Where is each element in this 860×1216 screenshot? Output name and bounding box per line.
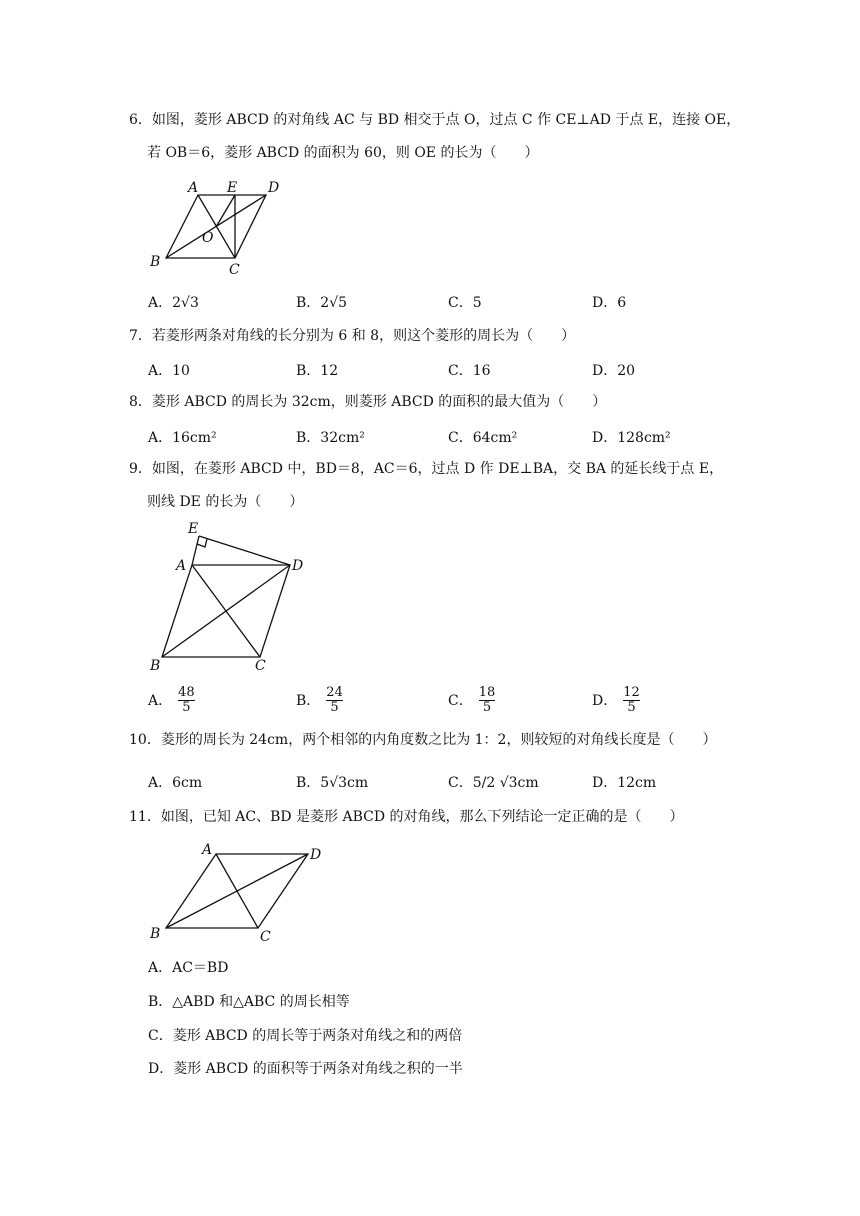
label-B: B bbox=[150, 254, 161, 270]
numerator: 48 bbox=[178, 685, 195, 700]
label-D: D bbox=[310, 847, 322, 863]
label-C: C bbox=[255, 658, 266, 674]
option-c[interactable]: C．16 bbox=[448, 363, 491, 379]
option-d[interactable]: D．20 bbox=[592, 363, 636, 379]
fraction bbox=[623, 686, 640, 715]
figure-q9 bbox=[140, 520, 320, 680]
label-O: O bbox=[202, 230, 214, 246]
label-C: C bbox=[260, 929, 271, 945]
question-6-line-1: 6．如图，菱形 ABCD 的对角线 AC 与 BD 相交于点 O，过点 C 作 CE⊥AD 于点 E，连接 OE， bbox=[129, 112, 741, 128]
question-10-options bbox=[148, 772, 708, 794]
option-a[interactable]: A．6cm bbox=[148, 775, 203, 791]
option-c[interactable]: C．5 bbox=[448, 295, 482, 311]
option-a[interactable]: A．2√3 bbox=[148, 295, 199, 311]
option-d[interactable]: D．6 bbox=[592, 295, 627, 311]
label-D: D bbox=[292, 558, 304, 574]
option-letter: D． bbox=[592, 692, 618, 709]
option-b[interactable]: B．5√3cm bbox=[296, 775, 369, 791]
figure-q11 bbox=[140, 838, 340, 946]
option-a[interactable]: A．10 bbox=[148, 363, 190, 379]
option-d[interactable]: D．菱形 ABCD 的面积等于两条对角线之积的一半 bbox=[148, 1061, 463, 1077]
numerator: 24 bbox=[326, 685, 343, 700]
question-6-line-2: 若 OB＝6，菱形 ABCD 的面积为 60，则 OE 的长为（ ） bbox=[147, 145, 539, 161]
question-6-options bbox=[148, 292, 708, 314]
fraction bbox=[178, 686, 195, 715]
denominator: 5 bbox=[330, 700, 339, 715]
question-8-line-1: 8．菱形 ABCD 的周长为 32cm，则菱形 ABCD 的面积的最大值为（ ） bbox=[129, 394, 607, 410]
option-b[interactable]: B．32cm² bbox=[296, 430, 365, 446]
question-10-line-1: 10．菱形的周长为 24cm，两个相邻的内角度数之比为 1：2，则较短的对角线长度是（ ） bbox=[129, 732, 717, 748]
option-b[interactable] bbox=[296, 686, 343, 715]
option-b[interactable]: B．12 bbox=[296, 363, 339, 379]
option-a[interactable] bbox=[148, 686, 195, 715]
option-c[interactable]: C．5/2 √3cm bbox=[448, 775, 539, 791]
question-10 bbox=[129, 724, 749, 757]
option-letter: B． bbox=[296, 692, 321, 709]
question-9-options bbox=[148, 686, 708, 720]
question-9 bbox=[129, 453, 749, 519]
option-c[interactable]: C．64cm² bbox=[448, 430, 518, 446]
figure-q6 bbox=[140, 176, 290, 276]
denominator: 5 bbox=[182, 700, 191, 715]
label-B: B bbox=[150, 926, 161, 942]
option-d[interactable]: D．12cm bbox=[592, 775, 657, 791]
fraction bbox=[326, 686, 343, 715]
label-D: D bbox=[268, 180, 280, 196]
option-b[interactable]: B．2√5 bbox=[296, 295, 348, 311]
label-A: A bbox=[176, 558, 187, 574]
question-11-line-1: 11．如图，已知 AC、BD 是菱形 ABCD 的对角线，那么下列结论一定正确的是（ ） bbox=[129, 809, 684, 825]
fraction bbox=[479, 686, 496, 715]
option-letter: A． bbox=[148, 692, 173, 709]
denominator: 5 bbox=[627, 700, 636, 715]
denominator: 5 bbox=[482, 700, 492, 715]
option-c[interactable]: C．菱形 ABCD 的周长等于两条对角线之和的两倍 bbox=[148, 1028, 463, 1044]
question-8-options bbox=[148, 427, 708, 449]
option-a[interactable]: A．16cm² bbox=[148, 430, 217, 446]
label-E: E bbox=[188, 521, 199, 537]
option-a[interactable]: A．AC＝BD bbox=[148, 960, 229, 976]
question-9-line-2: 则线 DE 的长为（ ） bbox=[147, 494, 304, 510]
label-A: A bbox=[202, 842, 213, 858]
option-b[interactable]: B．△ABD 和△ABC 的周长相等 bbox=[148, 994, 350, 1010]
question-8 bbox=[129, 386, 749, 419]
numerator: 12 bbox=[623, 685, 640, 700]
option-c[interactable] bbox=[448, 686, 495, 715]
option-letter: C． bbox=[448, 692, 473, 709]
label-C: C bbox=[229, 262, 240, 276]
option-d[interactable] bbox=[592, 686, 640, 715]
label-E: E bbox=[227, 180, 238, 196]
option-d[interactable]: D．128cm² bbox=[592, 430, 671, 446]
question-7 bbox=[129, 320, 749, 353]
question-6 bbox=[129, 104, 749, 170]
numerator: 18 bbox=[478, 685, 496, 700]
question-7-line-1: 7．若菱形两条对角线的长分别为 6 和 8，则这个菱形的周长为（ ） bbox=[129, 328, 576, 344]
label-A: A bbox=[188, 180, 199, 196]
question-7-options bbox=[148, 360, 708, 382]
label-B: B bbox=[150, 658, 161, 674]
question-11 bbox=[129, 801, 749, 834]
question-9-line-1: 9．如图，在菱形 ABCD 中，BD＝8，AC＝6，过点 D 作 DE⊥BA，交 BA 的延长线于点 E， bbox=[129, 461, 724, 477]
